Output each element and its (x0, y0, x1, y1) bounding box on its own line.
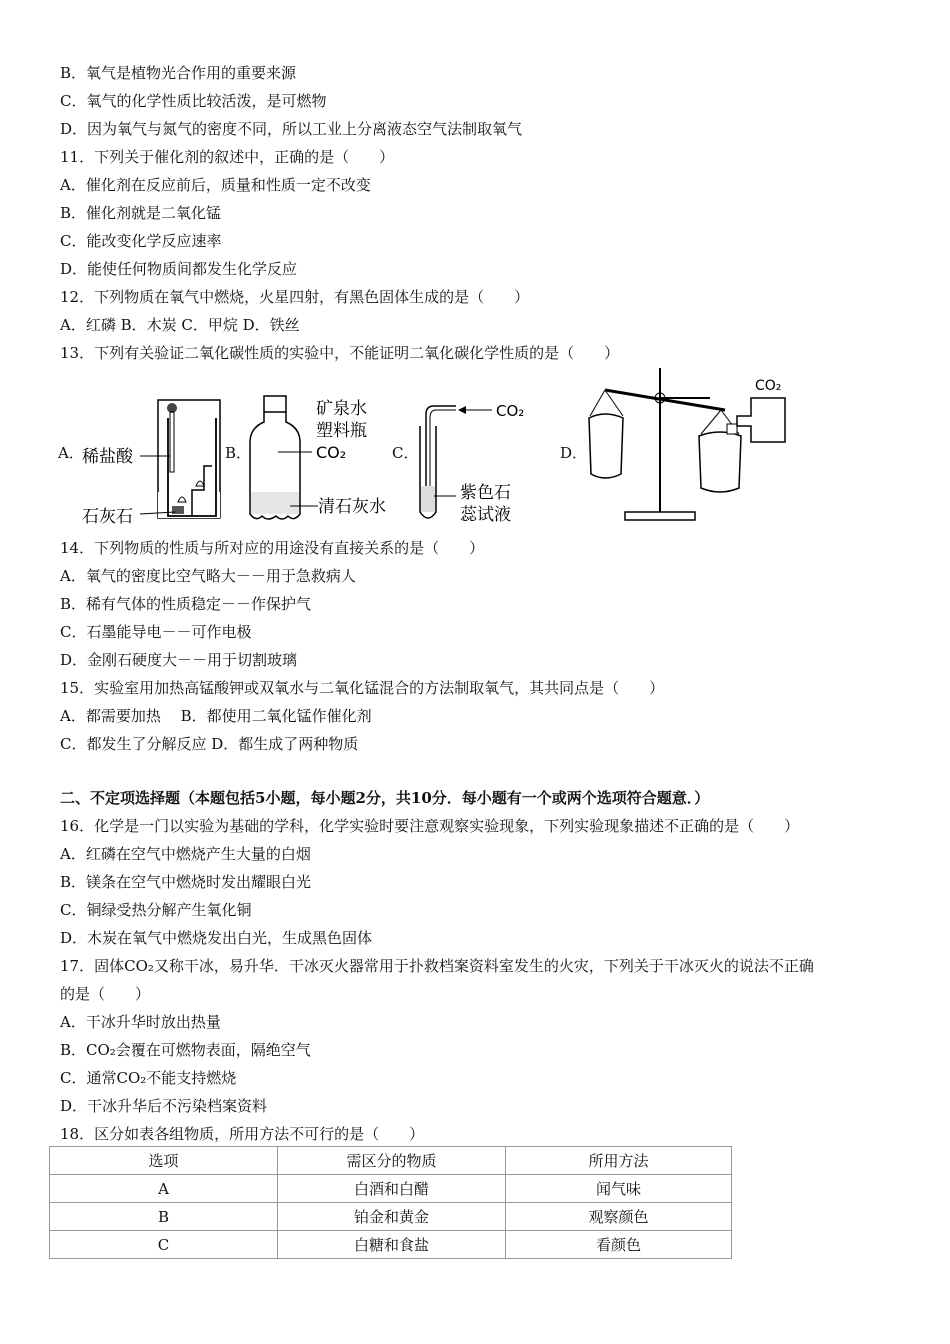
apparatus-d-diagram (585, 364, 795, 526)
question-12: 12．下列物质在氧气中燃烧，火星四射，有黑色固体生成的是（ ） (60, 288, 530, 306)
label-plastic-bottle: 塑料瓶 (316, 421, 367, 441)
option-line: A．红磷 B．木炭 C．甲烷 D．铁丝 (60, 316, 300, 334)
table-header: 选项 (50, 1147, 278, 1175)
question-16: 16．化学是一门以实验为基础的学科，化学实验时要注意观察实验现象，下列实验现象描述不正确的是（ ） (60, 817, 800, 835)
label-mineral-water: 矿泉水 (316, 399, 367, 419)
label-limestone: 石灰石 (82, 507, 133, 526)
apparatus-a-diagram (80, 398, 225, 526)
label-co2-flask: CO₂ (755, 378, 782, 394)
table-cell: C (50, 1231, 278, 1259)
option-line: B．镁条在空气中燃烧时发出耀眼白光 (60, 873, 312, 891)
label-litmus-2: 蕊试液 (460, 505, 511, 525)
label-litmus-1: 紫色石 (460, 483, 511, 503)
option-line: C．通常CO₂不能支持燃烧 (60, 1069, 237, 1087)
table-cell: 看颜色 (506, 1231, 732, 1259)
option-line: B．CO₂会覆在可燃物表面，隔绝空气 (60, 1041, 311, 1059)
table-cell: 铂金和黄金 (278, 1203, 506, 1231)
table-cell: 闻气味 (506, 1175, 732, 1203)
table-header: 所用方法 (506, 1147, 732, 1175)
figure-option-a: A． (58, 444, 84, 462)
question-14: 14．下列物质的性质与所对应的用途没有直接关系的是（ ） (60, 539, 485, 557)
question-17: 17．固体CO₂又称干冰，易升华．干冰灭火器常用于扑救档案资料室发生的火灾，下列关于干冰灭火的说法不正确 (60, 957, 814, 975)
option-line: D．金刚石硬度大－－用于切割玻璃 (60, 651, 298, 669)
table-cell: 白酒和白醋 (278, 1175, 506, 1203)
option-line: A．催化剂在反应前后，质量和性质一定不改变 (60, 176, 371, 194)
table-cell: B (50, 1203, 278, 1231)
figure-option-c: C． (392, 444, 419, 462)
option-line: C．能改变化学反应速率 (60, 232, 222, 250)
figure-option-b: B． (225, 444, 252, 462)
apparatus-b-diagram (246, 392, 396, 526)
question-11: 11．下列关于催化剂的叙述中，正确的是（ ） (60, 148, 395, 166)
option-line: B．催化剂就是二氧化锰 (60, 204, 222, 222)
table-row (50, 1231, 732, 1259)
label-limewater: 清石灰水 (318, 497, 386, 517)
option-line: A．红磷在空气中燃烧产生大量的白烟 (60, 845, 311, 863)
option-line: D．因为氧气与氮气的密度不同，所以工业上分离液态空气法制取氧气 (60, 120, 523, 138)
apparatus-c-diagram (414, 396, 534, 526)
option-line: B．氧气是植物光合作用的重要来源 (60, 64, 297, 82)
table-cell: A (50, 1175, 278, 1203)
table-header: 需区分的物质 (278, 1147, 506, 1175)
option-line: C．氧气的化学性质比较活泼，是可燃物 (60, 92, 327, 110)
figure-option-d: D． (560, 444, 588, 462)
option-line: A．氧气的密度比空气略大－－用于急救病人 (60, 567, 356, 585)
question-13: 13．下列有关验证二氧化碳性质的实验中，不能证明二氧化碳化学性质的是（ ） (60, 344, 620, 362)
table-row (50, 1175, 732, 1203)
option-line: D．能使任何物质间都发生化学反应 (60, 260, 298, 278)
option-line: C．都发生了分解反应 D．都生成了两种物质 (60, 735, 359, 753)
label-co2-inlet: CO₂ (496, 402, 525, 420)
option-line: A．都需要加热 B．都使用二氧化锰作催化剂 (60, 707, 372, 725)
label-dilute-hcl: 稀盐酸 (82, 447, 133, 467)
question-17-cont: 的是（ ） (60, 985, 151, 1003)
distinguish-table (49, 1146, 732, 1259)
option-line: C．石墨能导电－－可作电极 (60, 623, 252, 641)
table-header-row (50, 1147, 732, 1175)
question-18: 18．区分如表各组物质，所用方法不可行的是（ ） (60, 1125, 425, 1143)
option-line: C．铜绿受热分解产生氧化铜 (60, 901, 252, 919)
option-line: D．木炭在氧气中燃烧发出白光，生成黑色固体 (60, 929, 373, 947)
table-cell: 观察颜色 (506, 1203, 732, 1231)
option-line: B．稀有气体的性质稳定－－作保护气 (60, 595, 312, 613)
section-2-title: 二、不定项选择题（本题包括5小题，每小题2分，共10分．每小题有一个或两个选项符合题意．） (60, 789, 710, 807)
option-line: A．干冰升华时放出热量 (60, 1013, 221, 1031)
option-line: D．干冰升华后不污染档案资料 (60, 1097, 268, 1115)
question-15: 15．实验室用加热高锰酸钾或双氧水与二氧化锰混合的方法制取氧气，其共同点是（ ） (60, 679, 665, 697)
table-cell: 白糖和食盐 (278, 1231, 506, 1259)
table-row (50, 1203, 732, 1231)
label-co2: CO₂ (316, 443, 347, 462)
